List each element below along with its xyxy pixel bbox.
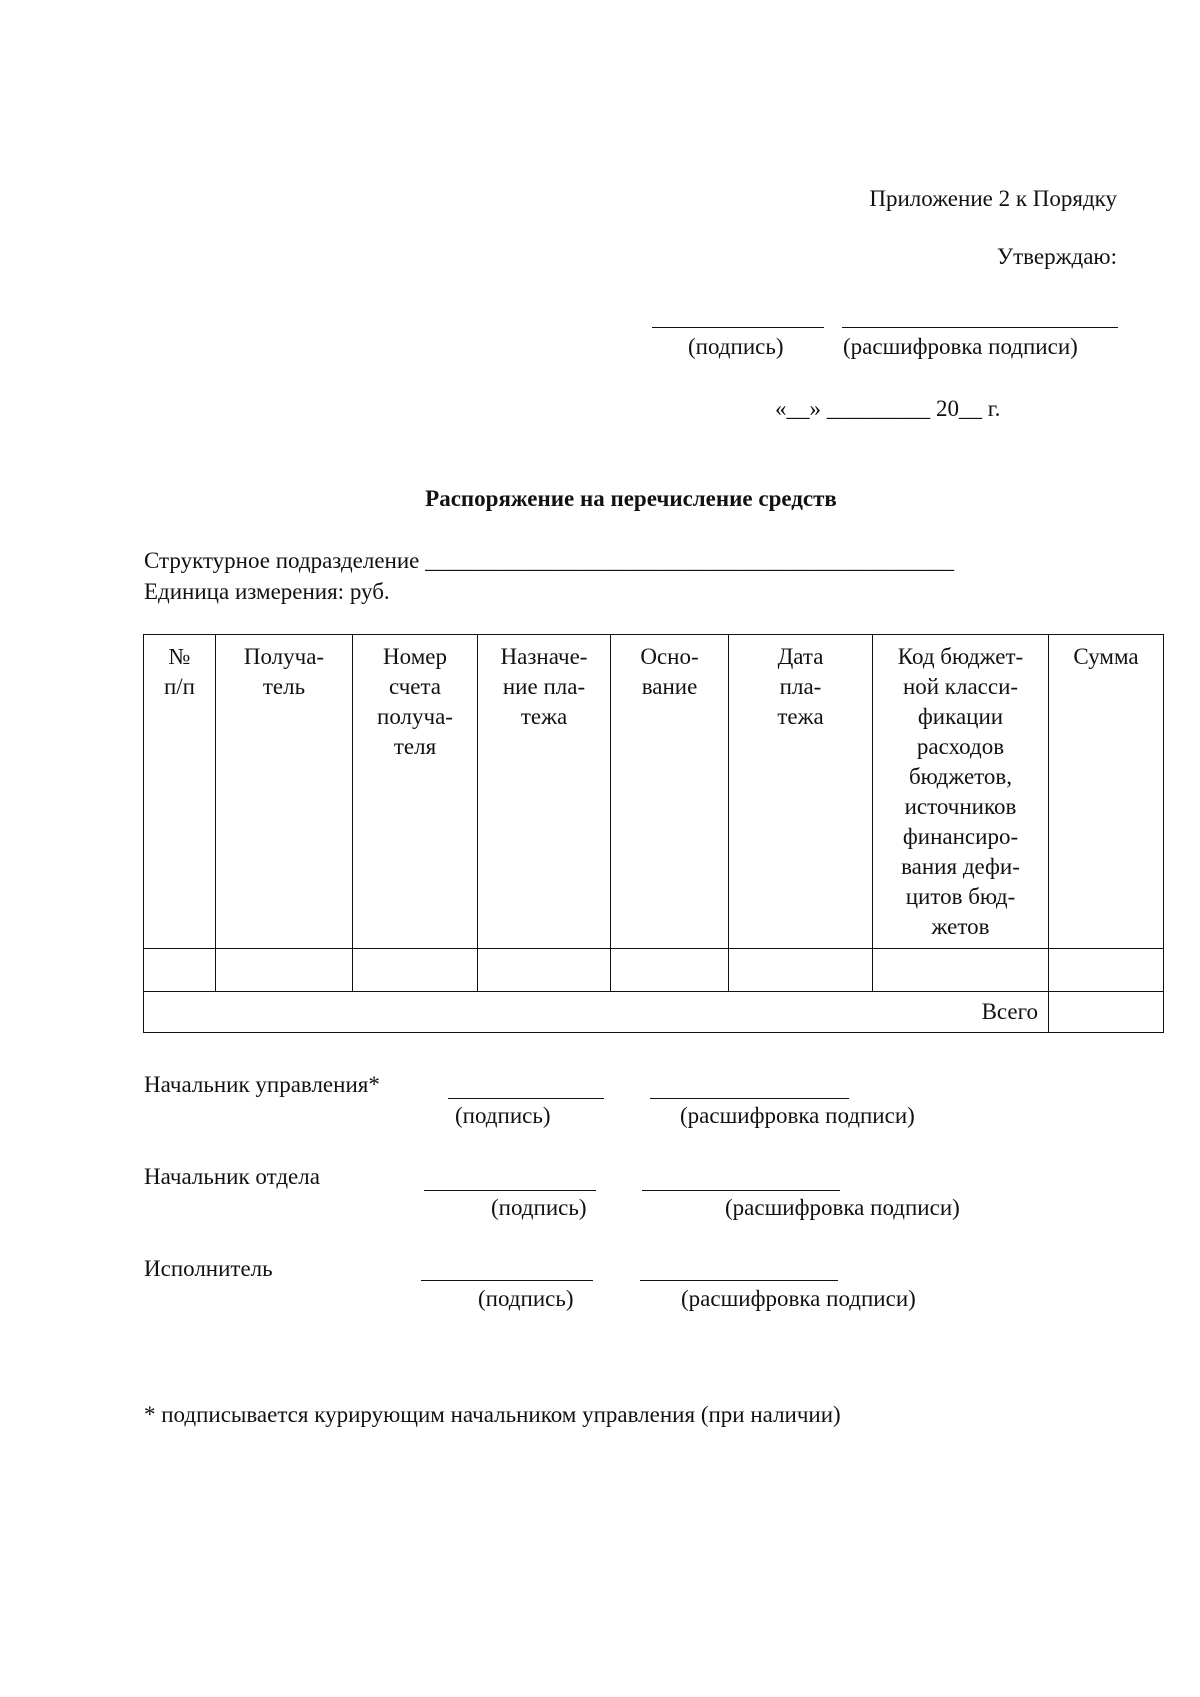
approver-decoding-line (842, 327, 1118, 328)
payment-table (143, 634, 1164, 1033)
column-header: Получа- тель (216, 635, 353, 949)
approval-date-line: «__» _________ 20__ г. (775, 396, 1001, 421)
table-cell (1049, 949, 1164, 992)
column-header: Назначе- ние пла- тежа (478, 635, 611, 949)
table-cell (611, 949, 729, 992)
table-cell (478, 949, 611, 992)
table-header-row (144, 635, 1164, 949)
document-title: Распоряжение на перечисление средств (425, 486, 837, 511)
approver-signature-line (652, 327, 824, 328)
department-field: Структурное подразделение ______________________________________________ (144, 548, 955, 573)
decoding-line (650, 1098, 849, 1099)
table-cell (216, 949, 353, 992)
column-header: Осно- вание (611, 635, 729, 949)
signature-line (424, 1190, 596, 1191)
unit-of-measure: Единица измерения: руб. (144, 579, 390, 604)
total-row (144, 992, 1164, 1033)
decoding-line (642, 1190, 840, 1191)
column-header: Код бюджет- ной класси- фикации расходов бюджетов, источников финансиро- вания дефи- цитов бюд- жетов (873, 635, 1049, 949)
decoding-caption: (расшифровка подписи) (680, 1103, 915, 1128)
column-header: № п/п (144, 635, 216, 949)
footnote: * подписывается курирующим начальником управления (при наличии) (144, 1402, 841, 1427)
table-cell (144, 949, 216, 992)
table-cell (729, 949, 873, 992)
signature-caption: (подпись) (455, 1103, 551, 1128)
approver-signature-caption: (подпись) (688, 334, 784, 359)
signature-line (421, 1280, 593, 1281)
total-label: Всего (144, 992, 1049, 1033)
table-row (144, 949, 1164, 992)
table-cell (873, 949, 1049, 992)
column-header: Дата пла- тежа (729, 635, 873, 949)
signature-caption: (подпись) (491, 1195, 587, 1220)
signer-head-of-department: Начальник управления* (144, 1072, 380, 1097)
signature-caption: (подпись) (478, 1286, 574, 1311)
decoding-caption: (расшифровка подписи) (725, 1195, 960, 1220)
appendix-reference: Приложение 2 к Порядку (869, 186, 1117, 211)
table-cell (353, 949, 478, 992)
total-value-cell (1049, 992, 1164, 1033)
approve-label: Утверждаю: (996, 244, 1117, 269)
signer-executor: Исполнитель (144, 1256, 273, 1281)
column-header: Сумма (1049, 635, 1164, 949)
decoding-caption: (расшифровка подписи) (681, 1286, 916, 1311)
signer-head-of-division: Начальник отдела (144, 1164, 320, 1189)
column-header: Номер счета получа- теля (353, 635, 478, 949)
decoding-line (640, 1280, 838, 1281)
approver-decoding-caption: (расшифровка подписи) (843, 334, 1078, 359)
signature-line (448, 1098, 604, 1099)
